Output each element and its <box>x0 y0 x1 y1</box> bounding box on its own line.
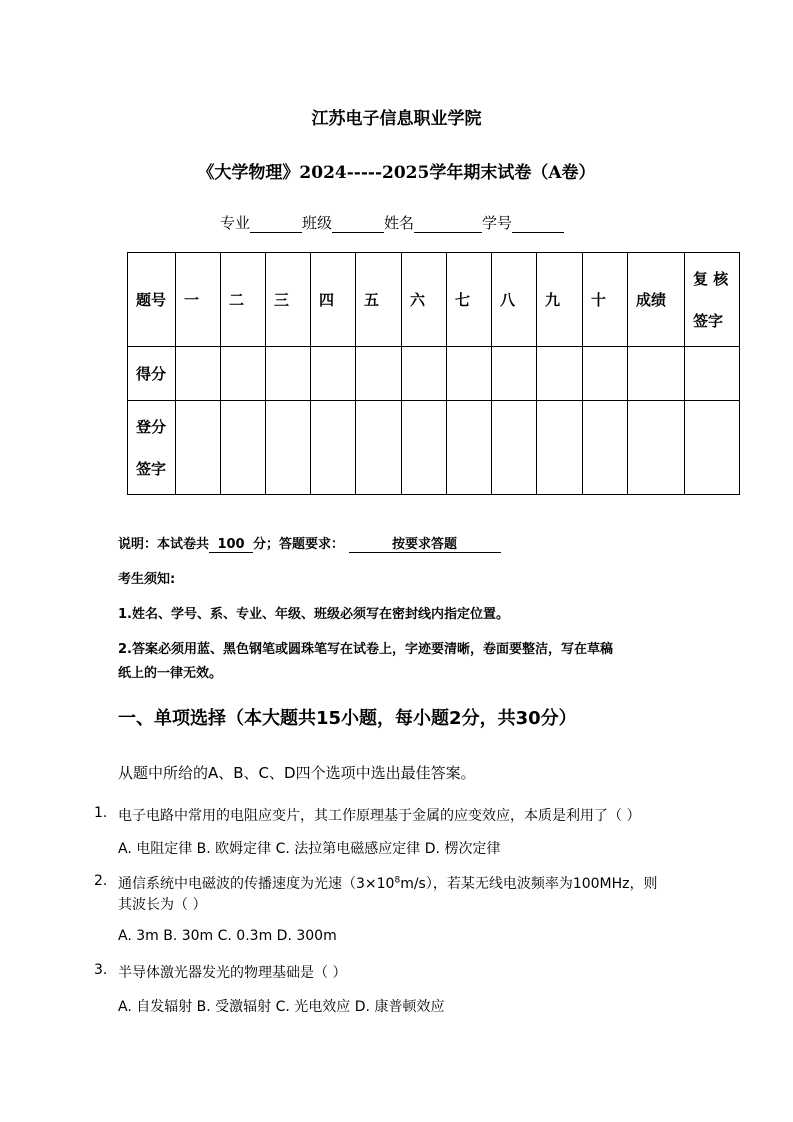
signature-cell[interactable] <box>356 401 402 495</box>
score-cell[interactable] <box>685 347 740 401</box>
question-text: 半导体激光器发光的物理基础是（ ） <box>118 965 347 981</box>
signature-cell[interactable] <box>492 401 537 495</box>
signature-cell[interactable] <box>311 401 356 495</box>
exam-description <box>118 533 501 553</box>
score-cell[interactable] <box>447 347 492 401</box>
signature-cell[interactable] <box>176 401 221 495</box>
grader-signature-label <box>128 401 176 495</box>
column-header: 六 <box>402 253 447 347</box>
section-intro: 从题中所给的A、B、C、D四个选项中选出最佳答案。 <box>118 764 476 782</box>
score-cell[interactable] <box>221 347 266 401</box>
score-cell[interactable] <box>628 347 685 401</box>
notice-title: 考生须知: <box>118 572 176 587</box>
signature-cell[interactable] <box>402 401 447 495</box>
student-id-blank[interactable] <box>512 216 564 233</box>
column-header: 八 <box>492 253 537 347</box>
table-row-question-numbers <box>128 253 740 347</box>
question-number-label: 题号 <box>128 253 176 347</box>
question-text-part2: m/s），若某无线电波频率为100MHz，则 <box>400 876 658 892</box>
school-title: 江苏电子信息职业学院 <box>311 109 482 129</box>
question-number: 2. <box>94 873 108 889</box>
review-signature-label <box>685 253 740 347</box>
exam-title: 《大学物理》2024-----2025学年期末试卷（A卷） <box>197 163 596 183</box>
grader-label-line1: 登分 <box>136 417 167 436</box>
score-cell[interactable] <box>492 347 537 401</box>
class-blank[interactable] <box>332 216 384 233</box>
column-header: 九 <box>537 253 583 347</box>
signature-cell[interactable] <box>583 401 628 495</box>
question-text-line2: 其波长为（ ） <box>118 897 207 913</box>
question-text-part1: 通信系统中电磁波的传播速度为光速（3×10 <box>118 876 395 892</box>
desc-prefix: 说明：本试卷共 <box>118 537 210 552</box>
column-header: 三 <box>266 253 311 347</box>
student-info-line <box>220 212 564 233</box>
major-blank[interactable] <box>250 216 302 233</box>
total-score-label: 成绩 <box>628 253 685 347</box>
score-cell[interactable] <box>537 347 583 401</box>
score-label: 得分 <box>128 347 176 401</box>
section-title: 一、单项选择（本大题共15小题，每小题2分，共30分） <box>118 708 577 729</box>
question-options: A. 电阻定律 B. 欧姆定律 C. 法拉第电磁感应定律 D. 楞次定律 <box>118 841 501 857</box>
signature-cell[interactable] <box>221 401 266 495</box>
column-header: 十 <box>583 253 628 347</box>
name-label: 姓名 <box>384 214 415 232</box>
notice-rule-2-line1: 2.答案必须用蓝、黑色钢笔或圆珠笔写在试卷上，字迹要清晰，卷面要整洁，写在草稿 <box>118 642 613 657</box>
notice-rule-2-line2: 纸上的一律无效。 <box>118 666 223 681</box>
signature-cell[interactable] <box>685 401 740 495</box>
column-header: 五 <box>356 253 402 347</box>
major-label: 专业 <box>220 214 251 232</box>
class-label: 班级 <box>302 214 333 232</box>
signature-cell[interactable] <box>628 401 685 495</box>
score-cell[interactable] <box>266 347 311 401</box>
name-blank[interactable] <box>414 216 482 233</box>
review-label-line2: 签字 <box>693 311 724 330</box>
score-cell[interactable] <box>356 347 402 401</box>
column-header: 一 <box>176 253 221 347</box>
student-id-label: 学号 <box>482 214 513 232</box>
question-text <box>118 873 658 893</box>
score-cell[interactable] <box>583 347 628 401</box>
desc-middle: 分；答题要求： <box>253 537 345 552</box>
review-label-line1: 复 核 <box>693 269 729 288</box>
question-number: 1. <box>94 805 108 821</box>
signature-cell[interactable] <box>447 401 492 495</box>
question-options: A. 3m B. 30m C. 0.3m D. 300m <box>118 928 337 944</box>
grader-label-line2: 签字 <box>136 459 167 478</box>
column-header: 四 <box>311 253 356 347</box>
signature-cell[interactable] <box>266 401 311 495</box>
signature-cell[interactable] <box>537 401 583 495</box>
score-table <box>127 252 740 495</box>
question-number: 3. <box>94 962 108 978</box>
notice-rule-1: 1.姓名、学号、系、专业、年级、班级必须写在密封线内指定位置。 <box>118 607 509 622</box>
score-cell[interactable] <box>311 347 356 401</box>
question-text: 电子电路中常用的电阻应变片，其工作原理基于金属的应变效应，本质是利用了（ ） <box>118 808 641 824</box>
table-row-signatures <box>128 401 740 495</box>
score-cell[interactable] <box>176 347 221 401</box>
exponent: 8 <box>394 875 401 886</box>
answer-requirement: 按要求答题 <box>349 533 501 553</box>
question-options: A. 自发辐射 B. 受激辐射 C. 光电效应 D. 康普顿效应 <box>118 999 445 1015</box>
table-row-scores <box>128 347 740 401</box>
column-header: 二 <box>221 253 266 347</box>
total-points: 100 <box>209 537 253 553</box>
score-cell[interactable] <box>402 347 447 401</box>
column-header: 七 <box>447 253 492 347</box>
